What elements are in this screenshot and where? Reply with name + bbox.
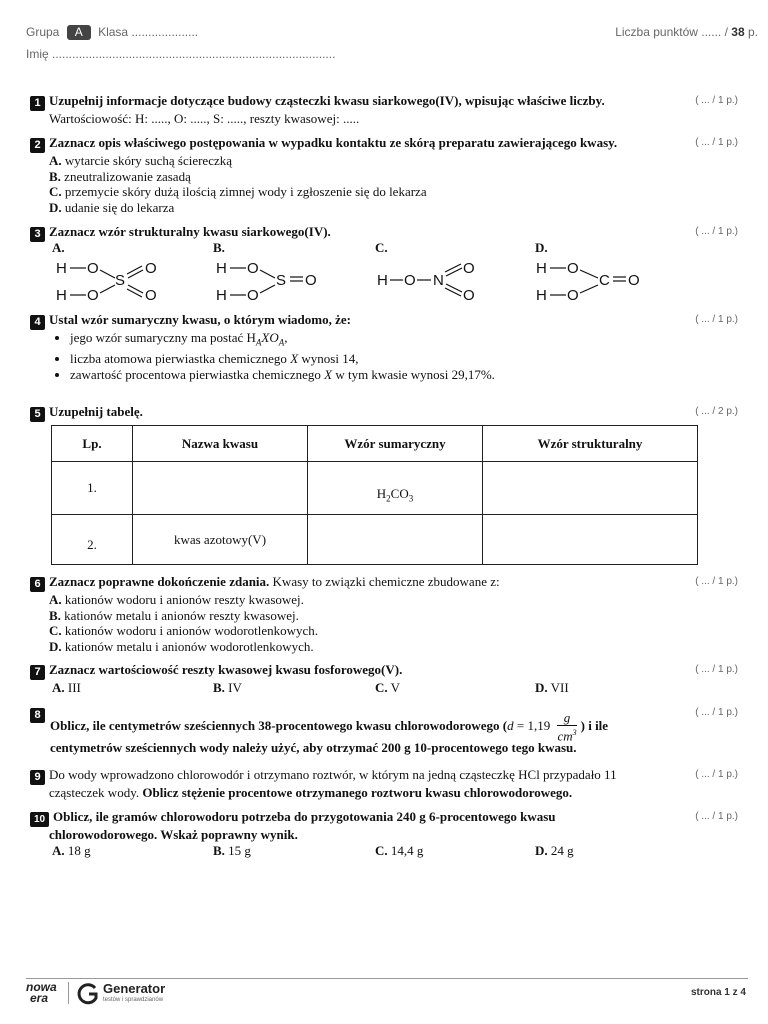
atom-o: O — [404, 272, 416, 289]
question-title: Zaznacz poprawne dokończenie zdania. — [49, 574, 270, 589]
atom-o: O — [567, 260, 579, 277]
answer-options — [30, 680, 748, 696]
atom-n: N — [433, 272, 444, 289]
points-badge: ( ... / 1 p.) — [695, 664, 738, 675]
question-title: Zaznacz wartościowość reszty kwasowej kwasu fosforowego(V). — [49, 662, 403, 677]
question-9 — [30, 767, 748, 801]
option-letter-d[interactable]: D. — [535, 240, 548, 255]
condition-item: • jego wzór sumaryczny ma postać $H_AXO_A$, — [70, 330, 748, 351]
question-2 — [30, 135, 748, 215]
answer-option-c[interactable] — [30, 184, 748, 200]
option-letter-a[interactable]: A. — [52, 240, 65, 255]
atom-h: H — [377, 272, 388, 289]
group-label: Grupa — [26, 25, 60, 39]
atom-o: O — [87, 260, 99, 277]
points-badge: ( ... / 1 p.) — [695, 137, 738, 148]
atom-o: O — [463, 287, 475, 304]
valence-line: Wartościowość: H: ....., O: ....., S: ....., reszty kwasowej: ..... — [49, 111, 360, 126]
atom-o: O — [145, 287, 157, 304]
column-header: Wzór sumaryczny — [308, 426, 483, 462]
answer-option-c[interactable]: C. kationów wodoru i anionów wodorotlenkowych. — [49, 623, 318, 638]
table-row — [52, 515, 698, 565]
points-total-field — [615, 25, 758, 39]
answer-option-a[interactable]: A. kationów wodoru i anionów reszty kwasowej. — [49, 592, 304, 607]
points-badge: ( ... / 1 p.) — [695, 769, 738, 780]
option-letter-b[interactable]: B. — [213, 240, 225, 255]
question-number: 7 — [30, 665, 45, 680]
name-field — [26, 47, 335, 61]
atom-o: O — [247, 260, 259, 277]
atom-h: H — [56, 287, 67, 304]
acid-table — [51, 425, 698, 565]
question-10 — [30, 809, 748, 859]
column-header: Lp. — [52, 426, 133, 462]
atom-s: S — [115, 272, 126, 289]
points-badge: ( ... / 1 p.) — [695, 811, 738, 822]
atom-o: O — [305, 272, 317, 289]
footer-divider — [26, 978, 748, 979]
option-text: przemycie skóry dużą ilością zimnej wody i zgłoszenie się do lekarza — [64, 184, 427, 199]
density-fraction: $\frac{g}{cm^3}$ — [557, 710, 577, 744]
option-text: udanie się do lekarza — [64, 199, 175, 215]
table-header-row — [52, 426, 698, 462]
option-letter: B. — [49, 168, 61, 184]
question-5 — [30, 404, 748, 422]
option-letter-c[interactable]: C. — [375, 240, 388, 255]
formula-a[interactable] — [56, 260, 157, 304]
name-label: Imię — [26, 47, 49, 61]
question-title: Ustal wzór sumaryczny kwasu, o którym wiadomo, że: — [49, 312, 351, 327]
question-title: Oblicz stężenie procentowe otrzymanego roztworu kwasu chlorowodorowego. — [142, 785, 573, 800]
answer-option-c[interactable]: C. 14,4 g — [375, 842, 424, 858]
answer-option-a[interactable]: A. 18 g — [52, 842, 91, 858]
formula-c[interactable] — [377, 260, 475, 304]
answer-option-b[interactable]: B. kationów metalu i anionów reszty kwasowej. — [49, 607, 299, 623]
option-text: zneutralizowanie zasadą — [64, 168, 191, 184]
question-title-line2: centymetrów sześciennych wody należy użyć, aby otrzymać 200 g 10-procentowego tego kwasu. — [50, 740, 577, 755]
table-cell-input[interactable] — [483, 515, 698, 565]
table-cell: kwas azotowy(V) — [133, 515, 308, 565]
answer-option-a[interactable]: A. III — [52, 680, 81, 695]
question-title-line2: chlorowodorowego. Wskaż poprawny wynik. — [49, 827, 298, 842]
option-letter: D. — [49, 199, 62, 215]
option-letter: C. — [49, 184, 62, 199]
table-cell: $H_2CO_3$ — [308, 462, 483, 515]
atom-o: O — [247, 287, 259, 304]
group-badge: A — [67, 25, 91, 40]
atom-c: C — [599, 272, 610, 289]
answer-options — [30, 843, 748, 859]
class-dots: .................... — [131, 25, 199, 39]
question-number: 8 — [30, 708, 45, 723]
footer-logo-divider — [68, 982, 69, 1004]
question-number: 2 — [30, 138, 45, 153]
atom-o: O — [567, 287, 579, 304]
answer-option-b[interactable] — [30, 169, 748, 185]
table-cell-input[interactable] — [133, 462, 308, 515]
question-title: Uzupełnij informacje dotyczące budowy cząsteczki kwasu siarkowego(IV), wpisując właściwe liczby. — [49, 93, 605, 108]
points-badge: ( ... / 2 p.) — [695, 406, 738, 417]
page-number: strona 1 z 4 — [690, 987, 746, 998]
points-unit: p. — [747, 25, 758, 39]
question-title: Oblicz, ile gramów chlorowodoru potrzeba do przygotowania 240 g 6-procentowego kwasu — [53, 809, 556, 824]
formula-b[interactable] — [216, 260, 317, 304]
question-title: Zaznacz wzór strukturalny kwasu siarkowego(IV). — [49, 224, 331, 239]
column-header: Nazwa kwasu — [133, 426, 308, 462]
table-cell: 1. — [52, 462, 133, 515]
table-row — [52, 462, 698, 515]
group-field — [26, 25, 198, 40]
column-header: Wzór strukturalny — [483, 426, 698, 462]
question-number: 9 — [30, 770, 45, 785]
condition-list — [30, 330, 748, 382]
points-badge: ( ... / 1 p.) — [695, 707, 738, 718]
table-cell-input[interactable] — [308, 515, 483, 565]
points-badge: ( ... / 1 p.) — [695, 314, 738, 325]
atom-h: H — [216, 260, 227, 277]
points-badge: ( ... / 1 p.) — [695, 576, 738, 587]
points-label: Liczba punktów ...... / — [615, 25, 728, 39]
answer-option-b[interactable]: B. IV — [213, 680, 242, 695]
answer-option-c[interactable]: C. V — [375, 680, 401, 695]
structural-formulas — [0, 250, 768, 310]
question-text: cząsteczek wody. — [49, 785, 143, 800]
table-cell-input[interactable] — [483, 462, 698, 515]
answer-option-d[interactable]: D. 24 g — [535, 842, 574, 858]
condition-item: • zawartość procentowa pierwiastka chemicznego X w tym kwasie wynosi 29,17%. — [70, 367, 748, 383]
question-number: 4 — [30, 315, 45, 330]
option-letter: A. — [49, 153, 62, 168]
atom-o: O — [87, 287, 99, 304]
atom-h: H — [536, 260, 547, 277]
table-cell: 2. — [52, 515, 133, 565]
question-title: Oblicz, ile centymetrów sześciennych 38-procentowego kwasu chlorowodorowego (d = 1,19 $\frac{g}{cm^3}$ ) i ile — [50, 710, 609, 744]
generator-logo-icon — [76, 982, 100, 1006]
question-number: 3 — [30, 227, 45, 242]
question-number: 6 — [30, 577, 45, 592]
answer-option-a[interactable] — [30, 153, 748, 169]
question-title: Zaznacz opis właściwego postępowania w wypadku kontaktu ze skórą preparatu zawierającego kwasy. — [49, 135, 618, 150]
points-badge: ( ... / 1 p.) — [695, 95, 738, 106]
name-dots: ..................................................................................... — [52, 47, 336, 61]
formula-d[interactable] — [536, 260, 640, 304]
atom-h: H — [216, 287, 227, 304]
points-total: 38 — [731, 25, 745, 39]
class-label: Klasa — [98, 25, 129, 39]
generator-logo: Generator testów i sprawdzianów — [103, 981, 166, 1003]
answer-option-b[interactable]: B. 15 g — [213, 842, 251, 858]
question-4 — [30, 312, 748, 382]
question-6 — [30, 574, 748, 654]
nowa-era-logo: nowa era — [26, 980, 57, 1005]
answer-option-d[interactable]: D. VII — [535, 680, 569, 695]
question-1 — [30, 93, 748, 127]
condition-item: • liczba atomowa pierwiastka chemicznego X wynosi 14, — [70, 351, 748, 367]
atom-h: H — [536, 287, 547, 304]
answer-option-d[interactable]: D. kationów metalu i anionów wodorotlenkowych. — [49, 638, 314, 654]
question-title: Uzupełnij tabelę. — [49, 404, 143, 419]
question-number: 10 — [30, 812, 49, 827]
option-text: wytarcie skóry suchą ściereczką — [64, 153, 232, 168]
points-badge: ( ... / 1 p.) — [695, 226, 738, 237]
question-text: Kwasy to związki chemiczne zbudowane z: — [269, 574, 500, 589]
atom-o: O — [463, 260, 475, 277]
question-number: 1 — [30, 96, 45, 111]
atom-h: H — [56, 260, 67, 277]
question-text: Do wody wprowadzono chlorowodór i otrzymano roztwór, w którym na jedną cząsteczkę HCl przypadało 11 — [49, 767, 617, 782]
atom-o: O — [628, 272, 640, 289]
atom-s: S — [276, 272, 287, 289]
atom-o: O — [145, 260, 157, 277]
question-number: 5 — [30, 407, 45, 422]
question-7 — [30, 662, 748, 696]
answer-option-d[interactable] — [30, 200, 748, 216]
question-8 — [30, 705, 748, 755]
